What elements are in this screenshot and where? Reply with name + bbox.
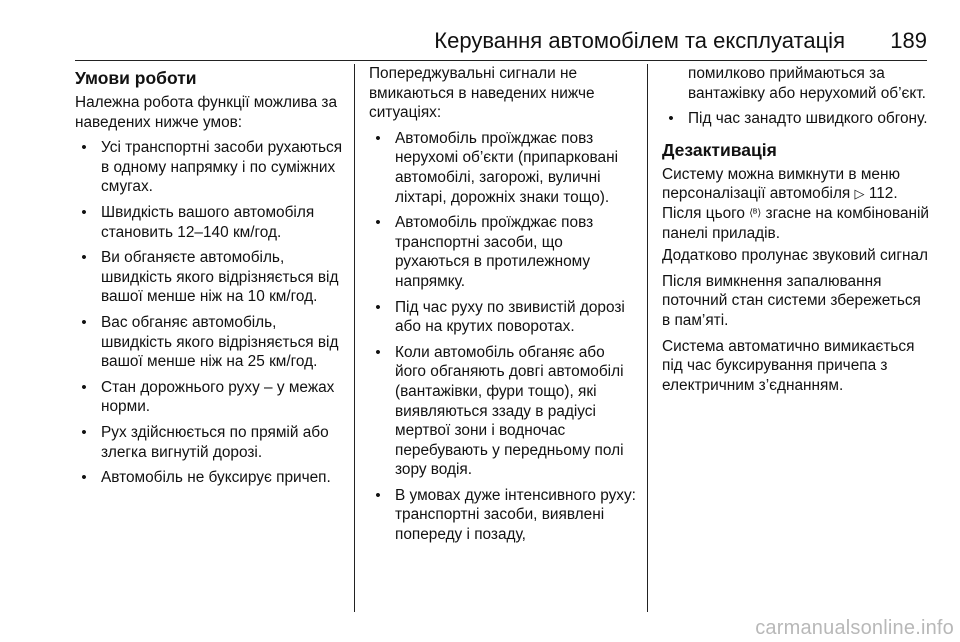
paragraph-audio-signal: Додатково пролунає звуковий сигнал — [662, 247, 928, 265]
header-rule — [75, 60, 927, 61]
watermark: carmanualsonline.info — [755, 617, 954, 639]
list-item: • Усі транспортні засоби рухаються в одному напрямку і по суміжних смугах. — [75, 138, 345, 197]
bullet-icon: • — [81, 313, 87, 331]
page-title: Керування автомобілем та експлуатація — [434, 28, 845, 53]
paragraph-intro: Належна робота функції можлива за наведених нижче умов: — [75, 94, 338, 131]
page-reference-arrow-icon: ▷ — [854, 186, 865, 202]
list-item: • Автомобіль не буксирує причеп. — [75, 468, 345, 488]
list-item: • В умовах дуже інтенсивного руху: транспортні засоби, виявлені попереду і позаду, — [369, 486, 639, 545]
bullet-icon: • — [375, 343, 381, 361]
column-divider-2 — [647, 64, 648, 612]
list-item: • Під час занадто швидкого обгону. — [662, 109, 930, 129]
bullet-icon: • — [81, 139, 87, 157]
page-reference-link[interactable]: 112. — [868, 185, 898, 203]
list-item: • Автомобіль проїжджає повз нерухомі об’єкти (припарковані автомобілі, загорожі, вуличні ліхтарі, дорожніх знаки тощо). — [369, 129, 639, 207]
list-item: • Ви обганяєте автомобіль, швидкість якого відрізняється від вашої менше ніж на 10 км/год. — [75, 248, 345, 307]
bullet-icon: • — [81, 423, 87, 441]
side-blind-spot-warning-lamp-icon: ⟨ᴮ⟩ — [749, 207, 762, 219]
column-3 — [662, 64, 930, 401]
list-item: • Швидкість вашого автомобіля становить 12–140 км/год. — [75, 203, 345, 242]
bullet-icon: • — [81, 249, 87, 267]
page-number: 189 — [890, 28, 927, 53]
column-1 — [75, 64, 345, 494]
list-item: • Рух здійснюється по прямій або злегка вигнутій дорозі. — [75, 423, 345, 462]
bullet-icon: • — [375, 214, 381, 232]
list-item: • Коли автомобіль обганяє або його обганяють довгі автомобілі (вантажівки, фури тощо), які виявляються ззаду в радіусі мертвої зони і водночас перебувають у передньому полі зору водія. — [369, 343, 639, 480]
column-2 — [369, 64, 639, 551]
bullet-icon: • — [375, 298, 381, 316]
bullet-icon: • — [375, 486, 381, 504]
list-item: • Стан дорожнього руху – у межах норми. — [75, 378, 345, 417]
list-item: • Автомобіль проїжджає повз транспортні засоби, що рухаються в протилежному напрямку. — [369, 213, 639, 291]
paragraph-ignition-off: Після вимкнення запалювання поточний стан системи збережеться в пам’яті. — [662, 272, 921, 329]
warnings-list — [369, 129, 639, 545]
paragraph-warnings-intro: Попереджувальні сигнали не вмикаються в наведених нижче ситуаціях: — [369, 65, 595, 122]
list-item: • Під час руху по звивистій дорозі або на крутих поворотах. — [369, 298, 639, 337]
list-item-continued: помилково приймаються за вантажівку або нерухомий об’єкт. — [688, 65, 926, 102]
paragraph-trailer: Система автоматично вимикається під час буксирування причепа з електричним з’єднанням. — [662, 337, 915, 394]
bullet-icon: • — [81, 469, 87, 487]
list-item: • Вас обганяє автомобіль, швидкість якого відрізняється від вашої менше ніж на 25 км/год. — [75, 313, 345, 372]
bullet-icon: • — [668, 110, 674, 128]
bullet-icon: • — [375, 129, 381, 147]
bullet-icon: • — [81, 378, 87, 396]
page-header — [75, 26, 927, 60]
bullet-icon: • — [81, 203, 87, 221]
section-heading-deactivation: Дезактивація — [662, 139, 777, 160]
section-heading-operating-conditions: Умови роботи — [75, 68, 197, 88]
paragraph-deactivation: Систему можна вимкнути в меню персоналізації автомобіля ▷ 112. Після цього ⟨ᴮ⟩ згасне на комбінованій панелі приладів. — [662, 165, 930, 242]
continued-list — [662, 64, 930, 129]
column-divider-1 — [354, 64, 355, 612]
conditions-list — [75, 138, 345, 488]
